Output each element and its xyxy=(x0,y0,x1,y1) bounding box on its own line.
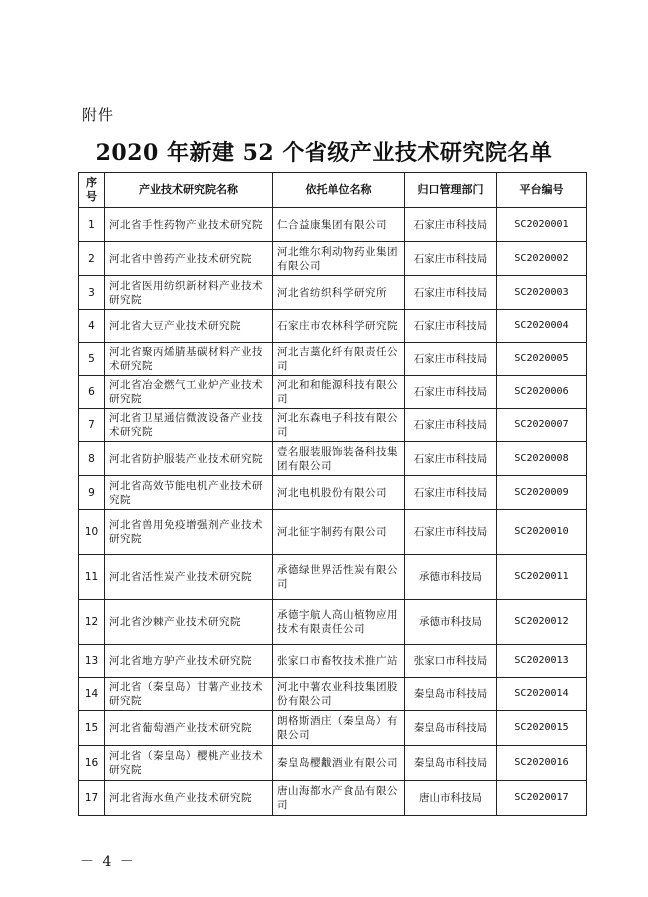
attachment-label: 附件 xyxy=(82,106,115,124)
row-number: 10 xyxy=(79,510,105,555)
row-number: 11 xyxy=(79,555,105,600)
platform-code: SC2020002 xyxy=(497,242,587,276)
platform-code: SC2020011 xyxy=(497,555,587,600)
institute-name: 河北省高效节能电机产业技术研究院 xyxy=(105,476,273,510)
row-number: 14 xyxy=(79,678,105,711)
header-institute-name: 产业技术研究院名称 xyxy=(105,173,273,208)
table-row xyxy=(79,310,587,343)
row-number: 12 xyxy=(79,600,105,645)
platform-code: SC2020007 xyxy=(497,409,587,442)
department: 石家庄市科技局 xyxy=(405,242,497,276)
row-number: 13 xyxy=(79,645,105,678)
table-row xyxy=(79,442,587,476)
table-row xyxy=(79,409,587,442)
header-no: 序号 xyxy=(79,173,105,208)
host-unit: 朗格斯酒庄（秦皇岛）有限公司 xyxy=(273,711,405,746)
row-number: 7 xyxy=(79,409,105,442)
department: 石家庄市科技局 xyxy=(405,310,497,343)
host-unit: 河北和和能源科技有限公司 xyxy=(273,376,405,409)
institute-name: 河北省（秦皇岛）甘薯产业技术研究院 xyxy=(105,678,273,711)
platform-code: SC2020003 xyxy=(497,276,587,310)
institute-name: 河北省冶金燃气工业炉产业技术研究院 xyxy=(105,376,273,409)
page-number: － 4 － xyxy=(80,854,136,870)
table-row xyxy=(79,376,587,409)
host-unit: 承德绿世界活性炭有限公司 xyxy=(273,555,405,600)
host-unit: 河北吉藁化纤有限责任公司 xyxy=(273,343,405,376)
institute-name: 河北省葡萄酒产业技术研究院 xyxy=(105,711,273,746)
host-unit: 承德宇航人高山植物应用技术有限责任公司 xyxy=(273,600,405,645)
institute-name: 河北省（秦皇岛）樱桃产业技术研究院 xyxy=(105,746,273,781)
row-number: 3 xyxy=(79,276,105,310)
institute-name: 河北省手性药物产业技术研究院 xyxy=(105,208,273,242)
host-unit: 河北征宇制药有限公司 xyxy=(273,510,405,555)
department: 石家庄市科技局 xyxy=(405,409,497,442)
institute-name: 河北省大豆产业技术研究院 xyxy=(105,310,273,343)
host-unit: 河北电机股份有限公司 xyxy=(273,476,405,510)
table-row xyxy=(79,678,587,711)
table-row xyxy=(79,276,587,310)
department: 秦皇岛市科技局 xyxy=(405,678,497,711)
table-row xyxy=(79,600,587,645)
row-number: 5 xyxy=(79,343,105,376)
institute-name: 河北省卫星通信微波设备产业技术研究院 xyxy=(105,409,273,442)
header-host-unit: 依托单位名称 xyxy=(273,173,405,208)
row-number: 4 xyxy=(79,310,105,343)
table-header-row xyxy=(79,173,587,208)
platform-code: SC2020001 xyxy=(497,208,587,242)
row-number: 6 xyxy=(79,376,105,409)
row-number: 15 xyxy=(79,711,105,746)
department: 张家口市科技局 xyxy=(405,645,497,678)
host-unit: 秦皇岛樱黻酒业有限公司 xyxy=(273,746,405,781)
row-number: 16 xyxy=(79,746,105,781)
host-unit: 壹名服装服饰装备科技集团有限公司 xyxy=(273,442,405,476)
table-row xyxy=(79,510,587,555)
institute-name: 河北省聚丙烯腈基碳材料产业技术研究院 xyxy=(105,343,273,376)
institute-name: 河北省海水鱼产业技术研究院 xyxy=(105,781,273,816)
platform-code: SC2020004 xyxy=(497,310,587,343)
department: 石家庄市科技局 xyxy=(405,208,497,242)
platform-code: SC2020010 xyxy=(497,510,587,555)
department: 石家庄市科技局 xyxy=(405,442,497,476)
institute-name: 河北省防护服装产业技术研究院 xyxy=(105,442,273,476)
department: 石家庄市科技局 xyxy=(405,510,497,555)
institute-name: 河北省地方驴产业技术研究院 xyxy=(105,645,273,678)
platform-code: SC2020005 xyxy=(497,343,587,376)
department: 秦皇岛市科技局 xyxy=(405,711,497,746)
host-unit: 河北省纺织科学研究所 xyxy=(273,276,405,310)
platform-code: SC2020017 xyxy=(497,781,587,816)
host-unit: 河北中薯农业科技集团股份有限公司 xyxy=(273,678,405,711)
table-row xyxy=(79,242,587,276)
platform-code: SC2020009 xyxy=(497,476,587,510)
table-row xyxy=(79,711,587,746)
institute-name: 河北省医用纺织新材料产业技术研究院 xyxy=(105,276,273,310)
platform-code: SC2020015 xyxy=(497,711,587,746)
row-number: 8 xyxy=(79,442,105,476)
table-row xyxy=(79,208,587,242)
table-row xyxy=(79,781,587,816)
header-platform-code: 平台编号 xyxy=(497,173,587,208)
platform-code: SC2020013 xyxy=(497,645,587,678)
host-unit: 张家口市畜牧技术推广站 xyxy=(273,645,405,678)
institute-list-table xyxy=(78,172,587,816)
document-title: 2020 年新建 52 个省级产业技术研究院名单 xyxy=(95,140,553,166)
institute-name: 河北省兽用免疫增强剂产业技术研究院 xyxy=(105,510,273,555)
institute-name: 河北省活性炭产业技术研究院 xyxy=(105,555,273,600)
host-unit: 河北东森电子科技有限公司 xyxy=(273,409,405,442)
department: 石家庄市科技局 xyxy=(405,476,497,510)
header-department: 归口管理部门 xyxy=(405,173,497,208)
row-number: 17 xyxy=(79,781,105,816)
institute-name: 河北省沙棘产业技术研究院 xyxy=(105,600,273,645)
platform-code: SC2020008 xyxy=(497,442,587,476)
department: 石家庄市科技局 xyxy=(405,276,497,310)
table-row xyxy=(79,645,587,678)
host-unit: 石家庄市农林科学研究院 xyxy=(273,310,405,343)
table-row xyxy=(79,343,587,376)
table-row xyxy=(79,746,587,781)
department: 唐山市科技局 xyxy=(405,781,497,816)
platform-code: SC2020006 xyxy=(497,376,587,409)
row-number: 1 xyxy=(79,208,105,242)
department: 秦皇岛市科技局 xyxy=(405,746,497,781)
department: 石家庄市科技局 xyxy=(405,343,497,376)
department: 石家庄市科技局 xyxy=(405,376,497,409)
host-unit: 仁合益康集团有限公司 xyxy=(273,208,405,242)
institute-name: 河北省中兽药产业技术研究院 xyxy=(105,242,273,276)
department: 承德市科技局 xyxy=(405,600,497,645)
table-row xyxy=(79,476,587,510)
platform-code: SC2020016 xyxy=(497,746,587,781)
department: 承德市科技局 xyxy=(405,555,497,600)
platform-code: SC2020012 xyxy=(497,600,587,645)
host-unit: 唐山海都水产食品有限公司 xyxy=(273,781,405,816)
host-unit: 河北维尔利动物药业集团有限公司 xyxy=(273,242,405,276)
platform-code: SC2020014 xyxy=(497,678,587,711)
table-row xyxy=(79,555,587,600)
row-number: 9 xyxy=(79,476,105,510)
row-number: 2 xyxy=(79,242,105,276)
